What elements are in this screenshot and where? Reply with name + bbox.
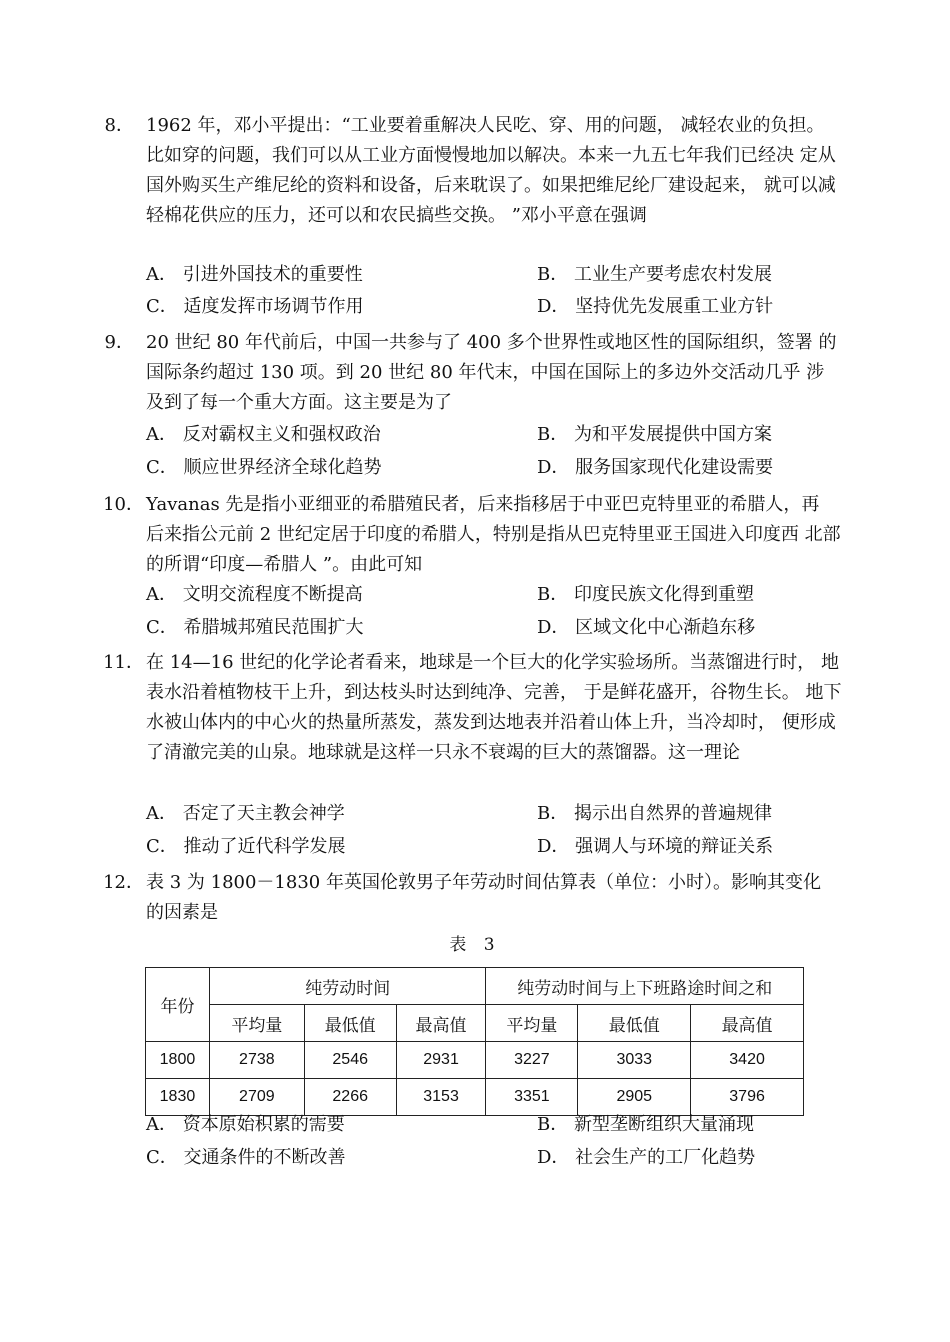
table-cell: 2738	[209, 1042, 304, 1079]
table-cell: 3796	[691, 1079, 804, 1116]
option-c: C． 适度发挥市场调节作用	[146, 296, 364, 317]
option-b: B． 工业生产要考虑农村发展	[537, 264, 772, 285]
data-table	[145, 967, 804, 1116]
table-cell: 3033	[578, 1042, 691, 1079]
table-cell: 3227	[486, 1042, 578, 1079]
option-a: A． 否定了天主教会神学	[146, 803, 345, 824]
option-c: C． 推动了近代科学发展	[146, 836, 346, 857]
option-a: A． 引进外国技术的重要性	[146, 264, 363, 285]
question-number: 9．	[104, 332, 134, 353]
question-stem: 在 14—16 世纪的化学论者看来，地球是一个巨大的化学实验场所。当蒸馏进行时， 地表水沿着植物枝干上升，到达枝头时达到纯净、完善， 于是鲜花盛开，谷物生长。 地下水被山体内的中心火的热量所蒸发，蒸发到达地表并沿着山体上升，当冷却时， 便形成了清澈完美的山泉。地球就是这样一只永不衰竭的巨大的蒸馏器。这一理论	[146, 652, 842, 763]
table-cell: 2931	[396, 1042, 486, 1079]
subheader: 平均量	[486, 1005, 578, 1042]
option-d: D． 坚持优先发展重工业方针	[537, 296, 774, 317]
option-c: C． 希腊城邦殖民范围扩大	[146, 617, 364, 638]
question-stem: Yavanas 先是指小亚细亚的希腊殖民者，后来指移居于中亚巴克特里亚的希腊人，再 后来指公元前 2 世纪定居于印度的希腊人，特别是指从巴克特里亚王国进入印度西 北部的所谓“印度—希腊人 ”。由此可知	[146, 494, 841, 575]
question-stem: 1962 年，邓小平提出：“工业要着重解决人民吃、穿、用的问题， 减轻农业的负担。 比如穿的问题，我们可以从工业方面慢慢地加以解决。本来一九五七年我们已经决 定从国外购买生产维尼纶的资料和设备，后来耽误了。如果把维尼纶厂建设起来， 就可以减轻棉花供应的压力，还可以和农民搞些交换。 ”邓小平意在强调	[146, 115, 836, 226]
option-b: B． 新型垄断组织大量涌现	[537, 1114, 754, 1135]
option-c: C． 交通条件的不断改善	[146, 1147, 346, 1168]
subheader: 最高值	[691, 1005, 804, 1042]
table-row	[146, 1042, 804, 1079]
option-b: B． 印度民族文化得到重塑	[537, 584, 754, 605]
question-number: 11．	[103, 652, 144, 673]
header-group-1: 纯劳动时间	[209, 968, 486, 1005]
table-cell: 3153	[396, 1079, 486, 1116]
table-cell: 1830	[146, 1079, 210, 1116]
question-stem: 20 世纪 80 年代前后，中国一共参与了 400 多个世界性或地区性的国际组织，签署 的国际条约超过 130 项。到 20 世纪 80 年代末，中国在国际上的多边外交活动几乎 涉及到了每一个重大方面。这主要是为了	[146, 332, 837, 413]
table-cell: 2266	[304, 1079, 396, 1116]
option-d: D． 强调人与环境的辩证关系	[537, 836, 774, 857]
subheader: 最低值	[304, 1005, 396, 1042]
table-cell: 3351	[486, 1079, 578, 1116]
option-a: A． 文明交流程度不断提高	[146, 584, 363, 605]
header-year: 年份	[146, 968, 210, 1042]
option-c: C． 顺应世界经济全球化趋势	[146, 457, 382, 478]
table-cell: 2546	[304, 1042, 396, 1079]
table-cell: 2905	[578, 1079, 691, 1116]
subheader: 最低值	[578, 1005, 691, 1042]
question-stem: 表 3 为 1800－1830 年英国伦敦男子年劳动时间估算表（单位：小时）。影响其变化 的因素是	[146, 872, 821, 923]
question-number: 10．	[103, 494, 144, 515]
subheader: 平均量	[209, 1005, 304, 1042]
option-b: B． 揭示出自然界的普遍规律	[537, 803, 772, 824]
table-cell: 2709	[209, 1079, 304, 1116]
option-d: D． 社会生产的工厂化趋势	[537, 1147, 756, 1168]
table-cell: 1800	[146, 1042, 210, 1079]
question-number: 12．	[103, 872, 144, 893]
table-title: 表 3	[449, 935, 501, 955]
option-a: A． 资本原始积累的需要	[146, 1114, 345, 1135]
header-group-2: 纯劳动时间与上下班路途时间之和	[486, 968, 804, 1005]
subheader: 最高值	[396, 1005, 486, 1042]
option-b: B． 为和平发展提供中国方案	[537, 424, 772, 445]
option-d: D． 区域文化中心渐趋东移	[537, 617, 756, 638]
option-a: A． 反对霸权主义和强权政治	[146, 424, 381, 445]
question-number: 8．	[104, 115, 134, 136]
option-d: D． 服务国家现代化建设需要	[537, 457, 774, 478]
table-cell: 3420	[691, 1042, 804, 1079]
